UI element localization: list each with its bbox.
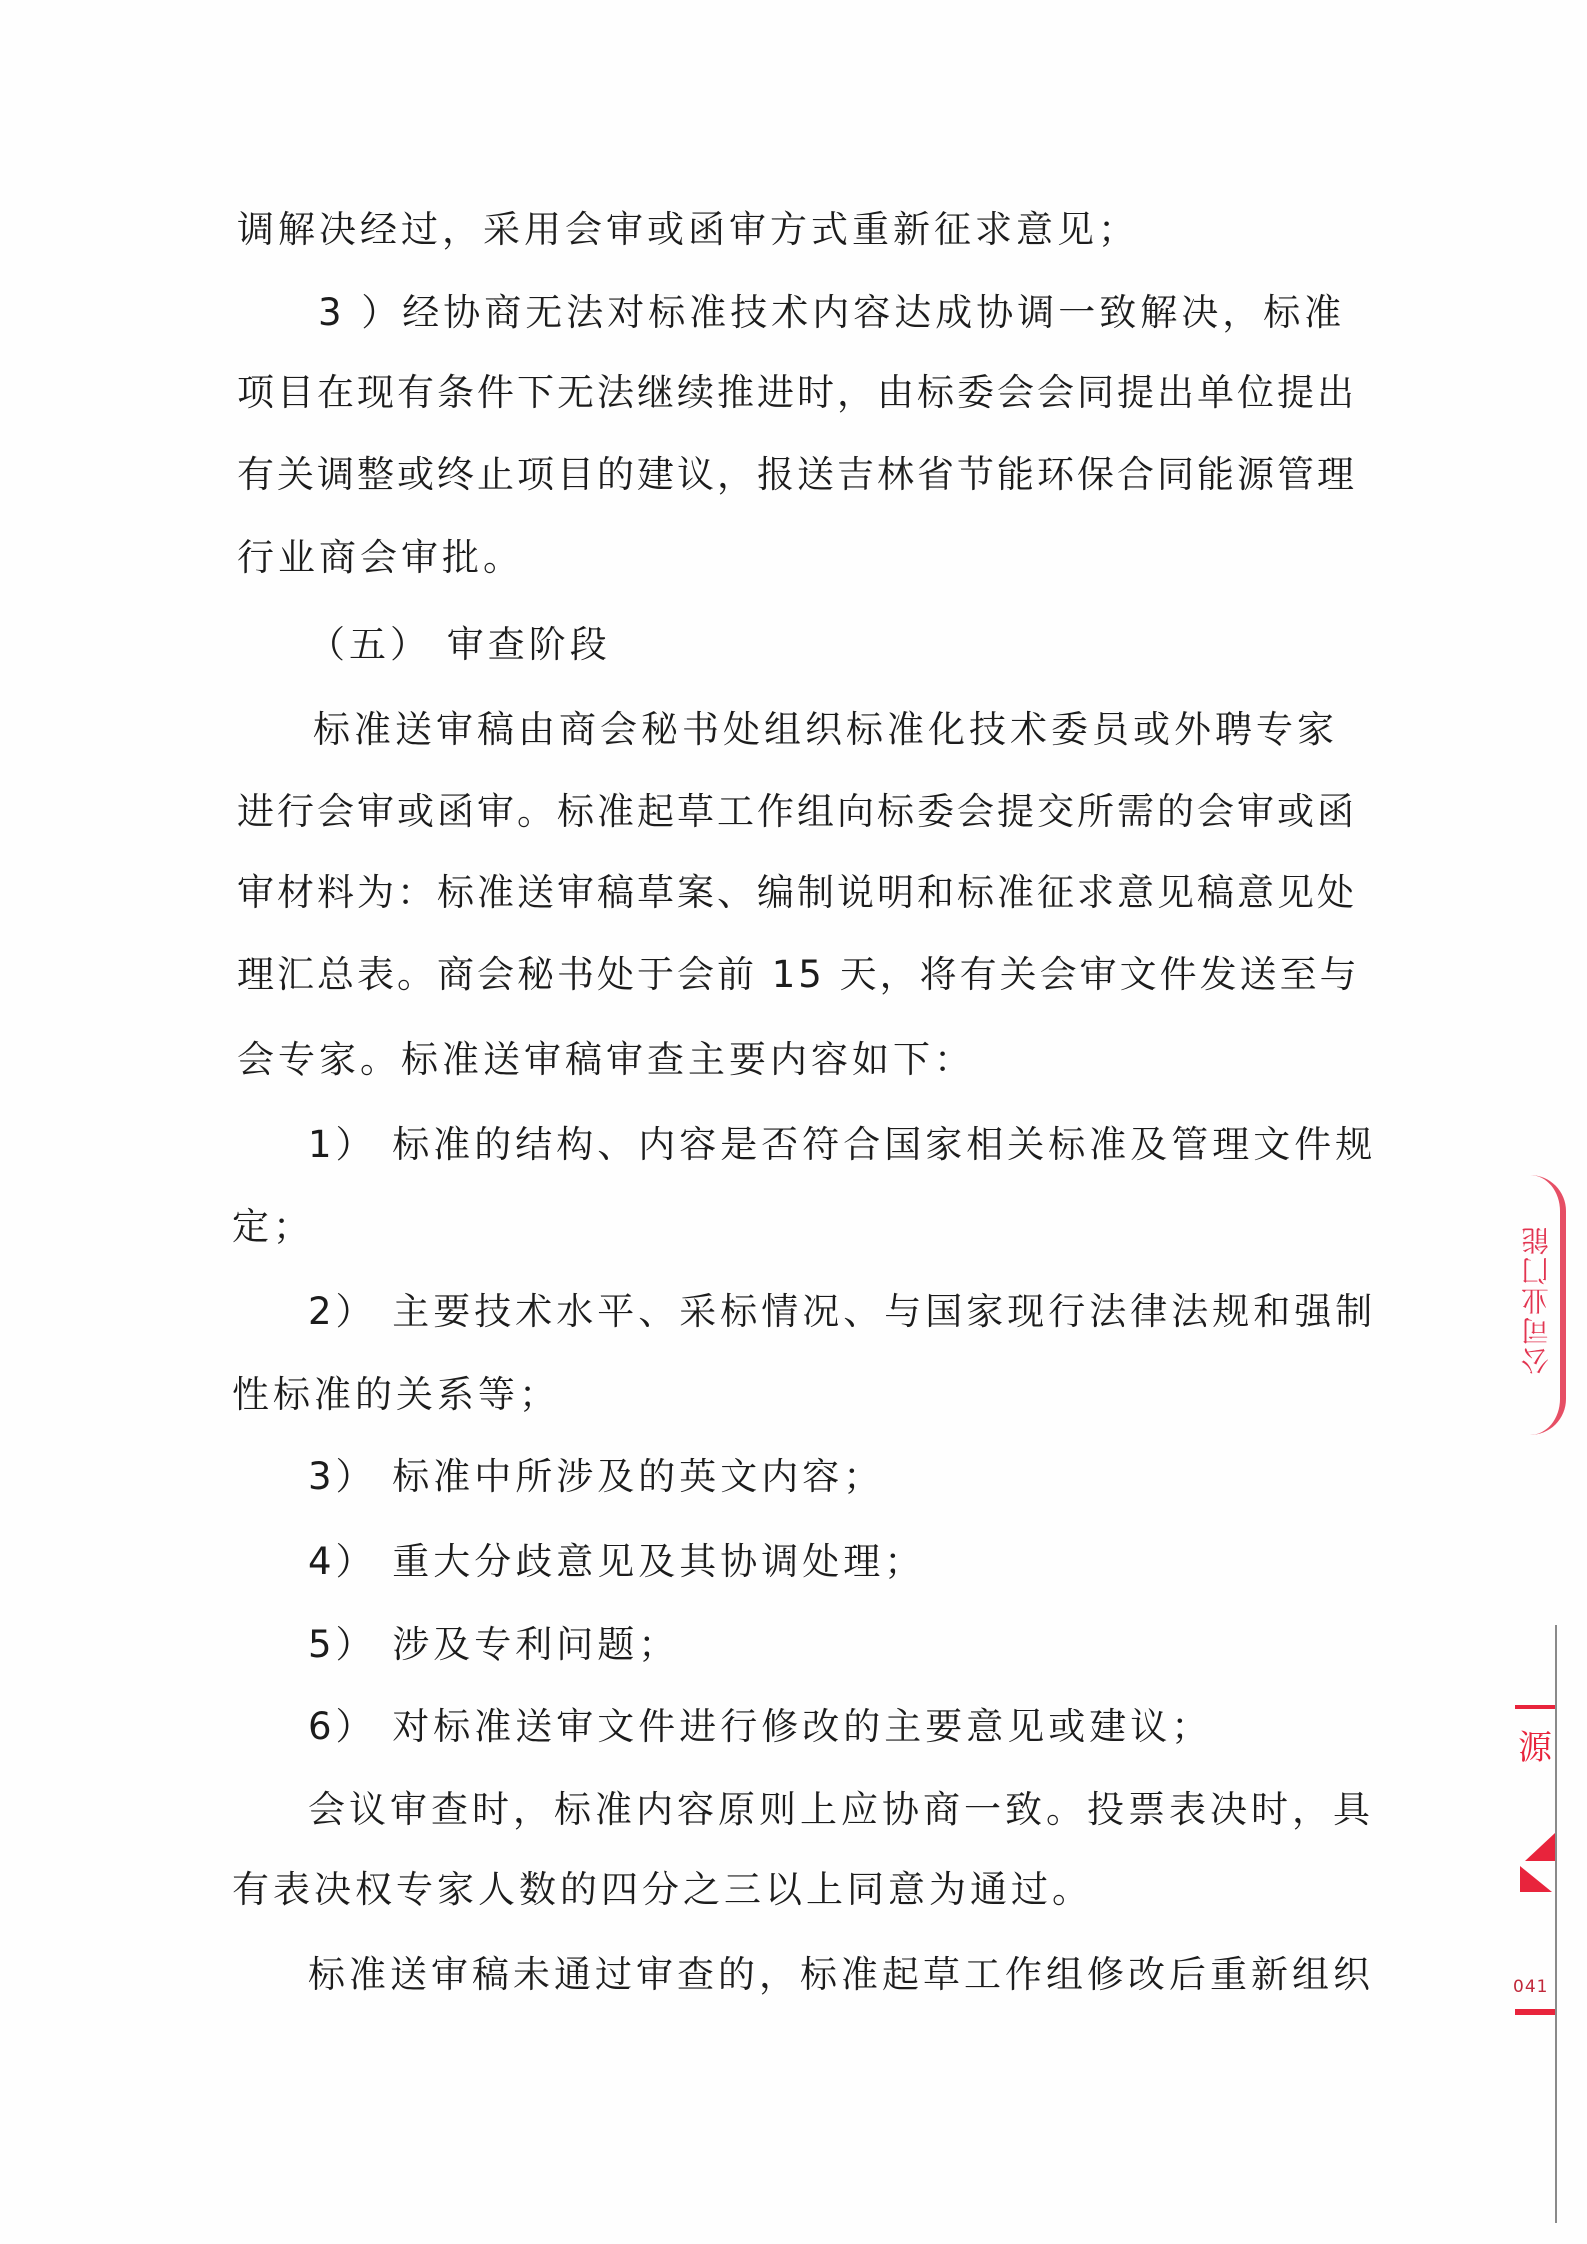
- text-line: 3 ）经协商无法对标准技术内容达成协调一致解决，标准: [318, 291, 1346, 334]
- text-line: 定；: [232, 1205, 314, 1248]
- text-line: 标准送审稿由商会秘书处组织标准化技术委员或外聘专家: [313, 708, 1338, 751]
- list-item: 2） 主要技术水平、采标情况、与国家现行法律法规和强制: [308, 1290, 1377, 1333]
- list-item: 6） 对标准送审文件进行修改的主要意见或建议；: [308, 1705, 1213, 1748]
- seal-triangle-icon: [1525, 1833, 1555, 1861]
- seal-number: 041: [1513, 1977, 1549, 1997]
- text-line: 会议审查时，标准内容原则上应协商一致。投票表决时，具: [308, 1788, 1374, 1831]
- list-item: 3） 标准中所涉及的英文内容；: [308, 1455, 885, 1498]
- text-line: 行业商会审批。: [237, 536, 524, 579]
- text-line: 调解决经过，采用会审或函审方式重新征求意见；: [237, 208, 1139, 251]
- text-line: 有关调整或终止项目的建议，报送吉林省节能环保合同能源管理: [237, 453, 1357, 496]
- text-line: 有表决权专家人数的四分之三以上同意为通过。: [232, 1868, 1093, 1911]
- seal-triangle-icon: [1520, 1866, 1552, 1892]
- text-line: 理汇总表。商会秘书处于会前 15 天，将有关会审文件发送至与: [237, 953, 1360, 996]
- list-item: 4） 重大分歧意见及其协调处理；: [308, 1540, 926, 1583]
- text-line: 性标准的关系等；: [232, 1373, 560, 1416]
- seal-text-top: 公司业门能: [1520, 1225, 1553, 1375]
- page-edge-line: [1555, 1625, 1557, 2223]
- text-line: 项目在现有条件下无法继续推进时，由标委会会同提出单位提出: [237, 371, 1357, 414]
- text-line: 审材料为：标准送审稿草案、编制说明和标准征求意见稿意见处: [237, 871, 1357, 914]
- list-item: 1） 标准的结构、内容是否符合国家相关标准及管理文件规: [308, 1123, 1377, 1166]
- text-line: 进行会审或函审。标准起草工作组向标委会提交所需的会审或函: [237, 790, 1357, 833]
- list-item: 5） 涉及专利问题；: [308, 1623, 680, 1666]
- text-line: 标准送审稿未通过审查的，标准起草工作组修改后重新组织: [308, 1953, 1374, 1996]
- text-line: 会专家。标准送审稿审查主要内容如下：: [237, 1038, 975, 1081]
- seal-char: 源: [1518, 1728, 1552, 1768]
- section-heading: （五） 审查阶段: [308, 623, 611, 666]
